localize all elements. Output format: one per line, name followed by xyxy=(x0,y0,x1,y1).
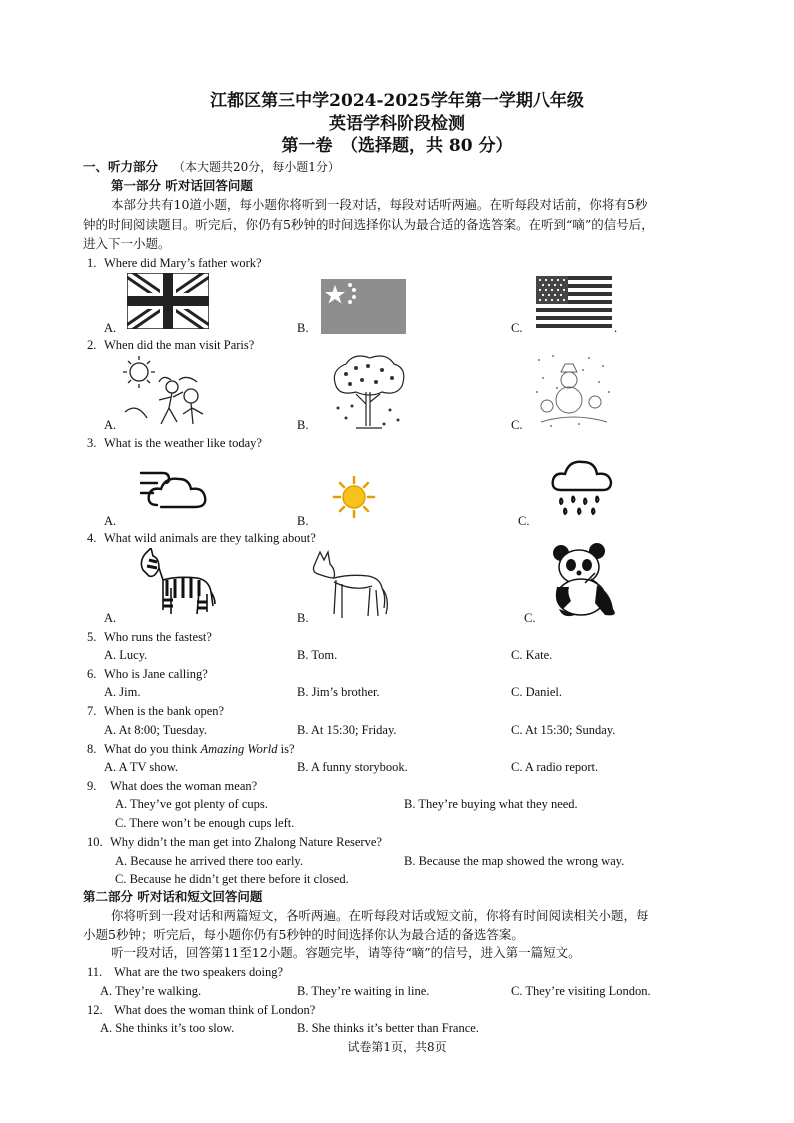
question-number: 8. xyxy=(87,742,97,756)
option-c: C. Because he didn’t get there before it closed. xyxy=(115,872,349,886)
option-c: C. They’re visiting London. xyxy=(511,984,651,998)
question-number: 3. xyxy=(87,436,97,450)
option-b: B. She thinks it’s better than France. xyxy=(297,1021,479,1035)
china-flag-icon xyxy=(321,279,406,334)
option-c: C. Kate. xyxy=(511,648,553,662)
option-b: B. They’re waiting in line. xyxy=(297,984,430,998)
question-number: 2. xyxy=(87,338,97,352)
summer-icon xyxy=(117,352,212,428)
instruction-line: 钟的时间阅读题目。听完后，你仍有5秒钟的时间选择你认为最合适的备选答案。在听到“嘀”的信号后， xyxy=(83,217,654,232)
paper-section-title: 第一卷 （选择题，共 80 分） xyxy=(281,136,513,156)
part2-title: 第二部分 听对话和短文回答问题 xyxy=(83,889,263,904)
option-label: C. xyxy=(511,321,523,335)
question-text: What is the weather like today? xyxy=(104,436,262,450)
question-text-start: What do you think xyxy=(104,742,201,756)
option-b: B. Jim’s brother. xyxy=(297,685,380,699)
usa-flag-icon xyxy=(536,276,612,328)
option-label: C. xyxy=(524,611,536,625)
option-label: B. xyxy=(297,514,309,528)
option-c: C. At 15:30; Sunday. xyxy=(511,723,616,737)
instruction-line: 进入下一小题。 xyxy=(83,236,171,251)
part1-title: 第一部分 听对话回答问题 xyxy=(111,178,253,193)
windy-cloud-icon xyxy=(137,465,213,513)
question-number: 7. xyxy=(87,704,97,718)
option-b: B. Tom. xyxy=(297,648,338,662)
question-text: Why didn’t the man get into Zhalong Nature Reserve? xyxy=(110,835,382,849)
option-a: A. Because he arrived there too early. xyxy=(115,854,303,868)
instruction-line: 你将听到一段对话和两篇短文，各听两遍。在听每段对话或短文前，你将有时间阅读相关小题，每 xyxy=(111,908,649,923)
section-title: 一、听力部分 xyxy=(83,159,159,174)
option-label: C. xyxy=(511,418,523,432)
option-c: C. A radio report. xyxy=(511,760,599,774)
zebra-icon xyxy=(137,548,217,622)
uk-flag-icon xyxy=(127,273,209,329)
option-label: A. xyxy=(104,514,117,528)
question-text: Where did Mary’s father work? xyxy=(104,256,262,270)
question-number: 5. xyxy=(87,630,97,644)
exam-subject: 英语学科阶段检测 xyxy=(329,114,465,134)
autumn-tree-icon xyxy=(326,352,410,432)
question-text: Who runs the fastest? xyxy=(104,630,212,644)
punctuation: . xyxy=(614,321,618,335)
option-a: A. At 8:00; Tuesday. xyxy=(104,723,208,737)
option-a: A. Jim. xyxy=(104,685,141,699)
panda-icon xyxy=(545,543,621,619)
question-number: 11. xyxy=(87,965,103,979)
question-text: What wild animals are they talking about? xyxy=(104,531,316,545)
option-label: B. xyxy=(297,611,309,625)
question-text: What does the woman think of London? xyxy=(114,1003,316,1017)
question-text: When did the man visit Paris? xyxy=(104,338,255,352)
wolf-icon xyxy=(310,548,388,622)
rain-cloud-icon xyxy=(549,456,615,520)
option-label: A. xyxy=(104,321,117,335)
question-number: 4. xyxy=(87,531,97,545)
question-number: 12. xyxy=(87,1003,103,1017)
question-text xyxy=(104,743,295,756)
exam-title: 江都区第三中学2024-2025学年第一学期八年级 xyxy=(210,91,584,111)
option-b: B. They’re buying what they need. xyxy=(404,797,578,811)
option-a: A. They’ve got plenty of cups. xyxy=(115,797,268,811)
option-label: A. xyxy=(104,611,117,625)
option-c: C. There won’t be enough cups left. xyxy=(115,816,295,830)
option-a: A. They’re walking. xyxy=(100,984,202,998)
program-title: Amazing World xyxy=(200,742,278,756)
option-a: A. Lucy. xyxy=(104,648,148,662)
option-b: B. A funny storybook. xyxy=(297,760,408,774)
sun-icon xyxy=(332,475,376,519)
question-number: 6. xyxy=(87,667,97,681)
option-c: C. Daniel. xyxy=(511,685,563,699)
question-text: When is the bank open? xyxy=(104,704,225,718)
option-b: B. Because the map showed the wrong way. xyxy=(404,854,625,868)
option-label: A. xyxy=(104,418,117,432)
option-a: A. A TV show. xyxy=(104,760,179,774)
question-text-end: is? xyxy=(277,742,295,756)
question-number: 1. xyxy=(87,256,97,270)
option-label: B. xyxy=(297,321,309,335)
option-b: B. At 15:30; Friday. xyxy=(297,723,397,737)
question-text: What are the two speakers doing? xyxy=(114,965,284,979)
instruction-line: 听一段对话，回答第11至12小题。容题完毕，请等待“嘀”的信号，进入第一篇短文。 xyxy=(111,945,581,960)
instruction-line: 小题5秒钟；听完后，每小题你仍有5秒钟的时间选择你认为最合适的备选答案。 xyxy=(83,927,524,942)
question-number: 9. xyxy=(87,779,97,793)
page-footer: 试卷第1页，共8页 xyxy=(347,1040,447,1054)
question-text: What does the woman mean? xyxy=(110,779,258,793)
question-text: Who is Jane calling? xyxy=(104,667,208,681)
winter-snowman-icon xyxy=(533,352,613,430)
option-label: B. xyxy=(297,418,309,432)
question-number: 10. xyxy=(87,835,103,849)
section-note: （本大题共20分，每小题1分） xyxy=(173,160,340,174)
option-a: A. She thinks it’s too slow. xyxy=(100,1021,235,1035)
option-label: C. xyxy=(518,514,530,528)
instruction-line: 本部分共有10道小题，每小题你将听到一段对话，每段对话听两遍。在听每段对话前，你将有5秒 xyxy=(111,197,648,212)
